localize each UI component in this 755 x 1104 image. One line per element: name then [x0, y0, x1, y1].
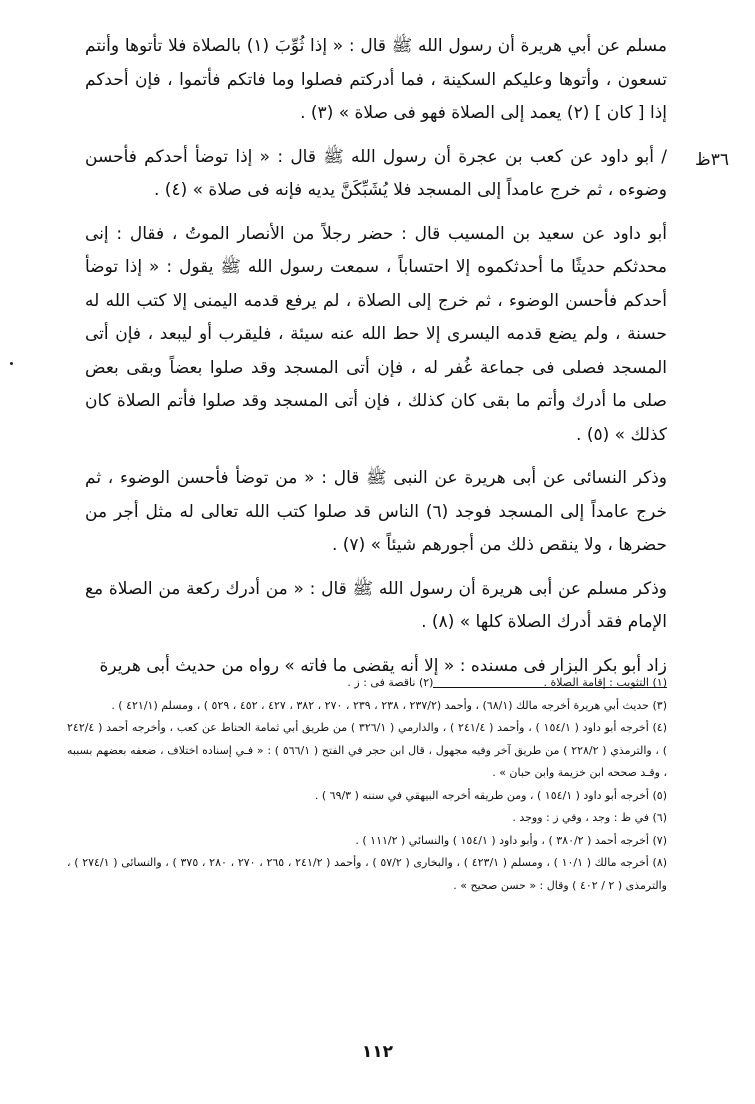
page-number: ١١٢ [361, 1042, 394, 1062]
footnote-7: (٧) أخرجه أحمد ( ٣٨٠/٢ ) ، وأبو داود ( ١٥٤/١ ) والنسائي ( ١١١/٢ ) . [355, 833, 667, 847]
main-text [85, 30, 667, 688]
paragraph-3: أبو داود عن سعيد بن المسيب قال : حضر رجلاً من الأنصار الموتُ ، فقال : إنى محدثكم حديثًا ما أحدثكموه إلا احتساباً ، سمعت رسول الله ﷺ يقول : « إذا توضأ أحدكم فأحسن الوضوء ، ثم خرج إلى الصلاة ، لم يرفع قدمه اليمنى إلا كتب الله له حسنة ، ولم يضع قدمه اليسرى إلا حط الله عنه سيئة ، فليقرب أو ليبعد ، فإن أتى المسجد فصلى فى جماعة غُفر له ، فإن أتى المسجد وقد صلوا بعضاً وبقى بعض صلى ما أدرك وأتم ما بقى كان كذلك ، فإن أتى المسجد وقد صلوا فأتم الصلاة كان كذلك » (٥) . [85, 223, 667, 445]
margin-folio: ٣٦ظ [695, 150, 729, 170]
footnotes [67, 672, 667, 897]
paragraph-5: وذكر مسلم عن أبى هريرة أن رسول الله ﷺ قال : « من أدرك ركعة من الصلاة مع الإمام فقد أدرك الصلاة كلها » (٨) . [85, 578, 667, 632]
footnote-row-1 [67, 672, 667, 695]
footnote-5: (٥) أخرجه أبو داود ( ١٥٤/١ ) ، ومن طريقه أخرجه البيهقي في سننه ( ٦٩/٣ ) . [314, 788, 667, 802]
footnote-2: (٢) ناقصة فى : ز . [347, 676, 434, 689]
paragraph-6: زاد أبو بكر البزار فى مسنده : « إلا أنه يقضى ما فاته » رواه من حديث أبى هريرة [99, 655, 667, 676]
paragraph-1: مسلم عن أبي هريرة أن رسول الله ﷺ قال : « إذا ثُوِّبَ (١) بالصلاة فلا تأتوها وأنتم تسعون ، وأتوها وعليكم السكينة ، فما أدركتم فصلوا وما فاتكم فأتموا ، فإن أحدكم إذا [ كان ] (٢) يعمد إلى الصلاة فهو فى صلاة » (٣) . [85, 36, 667, 123]
footnote-4: (٤) أخرجه أبو داود ( ١٥٤/١ ) ، وأحمد ( ٢٤١/٤ ) ، والدارمي ( ٣٢٦/١ ) من طريق أبي ثمامة الحناط عن كعب ، وأخرجه أحمد ( ٢٤٢/٤ ) ، والترمذي ( ٢٢٨/٢ ) من طريق آخر وفيه مجهول ، قال ابن حجر في الفتح ( ٥٦٦/١ ) : « فـي إسناده اختلاف ، ضعفه بعضهم بسببه ، وقـد صححه ابن خزيمة وابن حبان » . [67, 721, 668, 779]
margin-mark [10, 362, 13, 365]
footnote-8: (٨) أخرجه مالك ( ١٠/١ ) ، ومسلم ( ٤٢٣/١ ) ، والبخارى ( ٥٧/٢ ) ، وأحمد ( ٢٤١/٢ ، ٢٦٥ ، ٢٧٠ ، ٢٨٠ ، ٣٧٥ ) ، والنسائى ( ٢٧٤/١ ) ، والترمذى ( ٢ / ٤٠٢ ) وقال : « حسن صحيح » . [67, 856, 668, 892]
paragraph-2: / أبو داود عن كعب بن عجرة أن رسول الله ﷺ قال : « إذا توضأ أحدكم فأحسن وضوءه ، ثم خرج عامداً إلى المسجد فلا يُشَبِّكَنَّ يديه فإنه فى صلاة » (٤) . [85, 146, 667, 200]
footnote-3: (٣) حديث أبي هريرة أخرجه مالك (٦٨/١) ، وأحمد (٢٣٧/٢ ، ٢٣٨ ، ٢٣٩ ، ٢٧٠ ، ٣٨٢ ، ٤٢٧ ، ٤٥٢ ، ٥٢٩ ) ، ومسلم (٤٢١/١ ) . [111, 698, 667, 712]
footnote-1: (١) التثويب : إقامة الصلاة . [543, 676, 667, 689]
paragraph-4: وذكر النسائى عن أبى هريرة عن النبى ﷺ قال : « من توضأ فأحسن الوضوء ، ثم خرج عامداً إلى المسجد فوجد (٦) الناس قد صلوا كتب الله تعالى له مثل أجر من حضرها ، ولا ينقص ذلك من أجورهم شيئاً » (٧) . [85, 468, 667, 555]
footnote-6: (٦) في ظ : وجد ، وفي ز : ووجد . [512, 811, 667, 824]
